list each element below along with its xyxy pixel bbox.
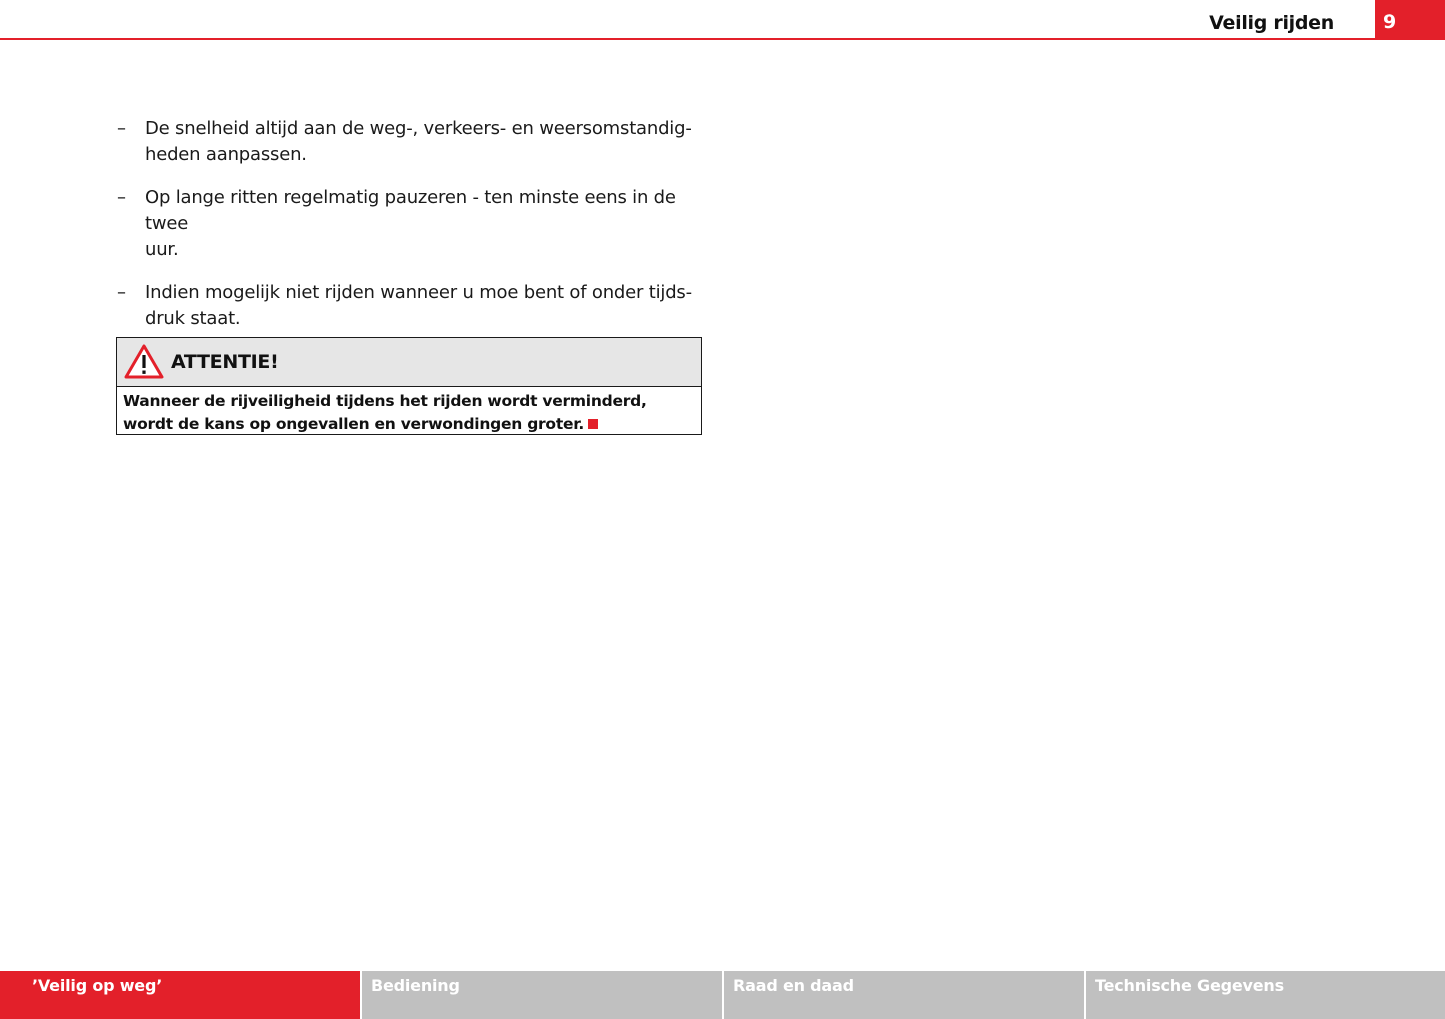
list-item [117,185,717,263]
page-number-tab [1375,0,1445,40]
bullet-text: Op lange ritten regelmatig pauzeren - ten minste eens in de twee uur. [145,187,676,260]
bullet-dash: – [117,118,126,139]
bullet-text: De snelheid altijd aan de weg-, verkeers- en weersomstandig- heden aanpassen. [145,118,692,165]
chapter-tab-technische-gegevens[interactable] [1086,971,1445,1019]
bullet-list [117,116,717,349]
warning-body: Wanneer de rijveiligheid tijdens het rijden wordt verminderd, wordt de kans op ongevallen en verwondingen groter. [123,392,647,433]
warning-box [116,337,702,435]
chapter-tab-label: Bediening [371,976,460,995]
section-title: Veilig rijden [1209,12,1334,34]
chapter-tab-veilig-op-weg[interactable] [0,971,360,1019]
warning-triangle-icon [124,344,164,380]
chapter-tab-label: ’Veilig op weg’ [32,976,163,995]
chapter-tab-raad-en-daad[interactable] [724,971,1084,1019]
footer-chapter-nav [0,971,1445,1019]
end-of-section-mark [588,419,598,429]
warning-text [117,387,701,436]
header-rule [0,38,1445,40]
bullet-text: Indien mogelijk niet rijden wanneer u moe bent of onder tijds- druk staat. [145,282,692,329]
warning-title: ATTENTIE! [171,351,279,373]
chapter-tab-label: Raad en daad [733,976,854,995]
warning-header [117,338,701,387]
list-item [117,280,717,332]
chapter-tab-bediening[interactable] [362,971,722,1019]
page-number: 9 [1383,11,1397,33]
list-item [117,116,717,168]
bullet-dash: – [117,282,126,303]
bullet-dash: – [117,187,126,208]
chapter-tab-label: Technische Gegevens [1095,976,1284,995]
